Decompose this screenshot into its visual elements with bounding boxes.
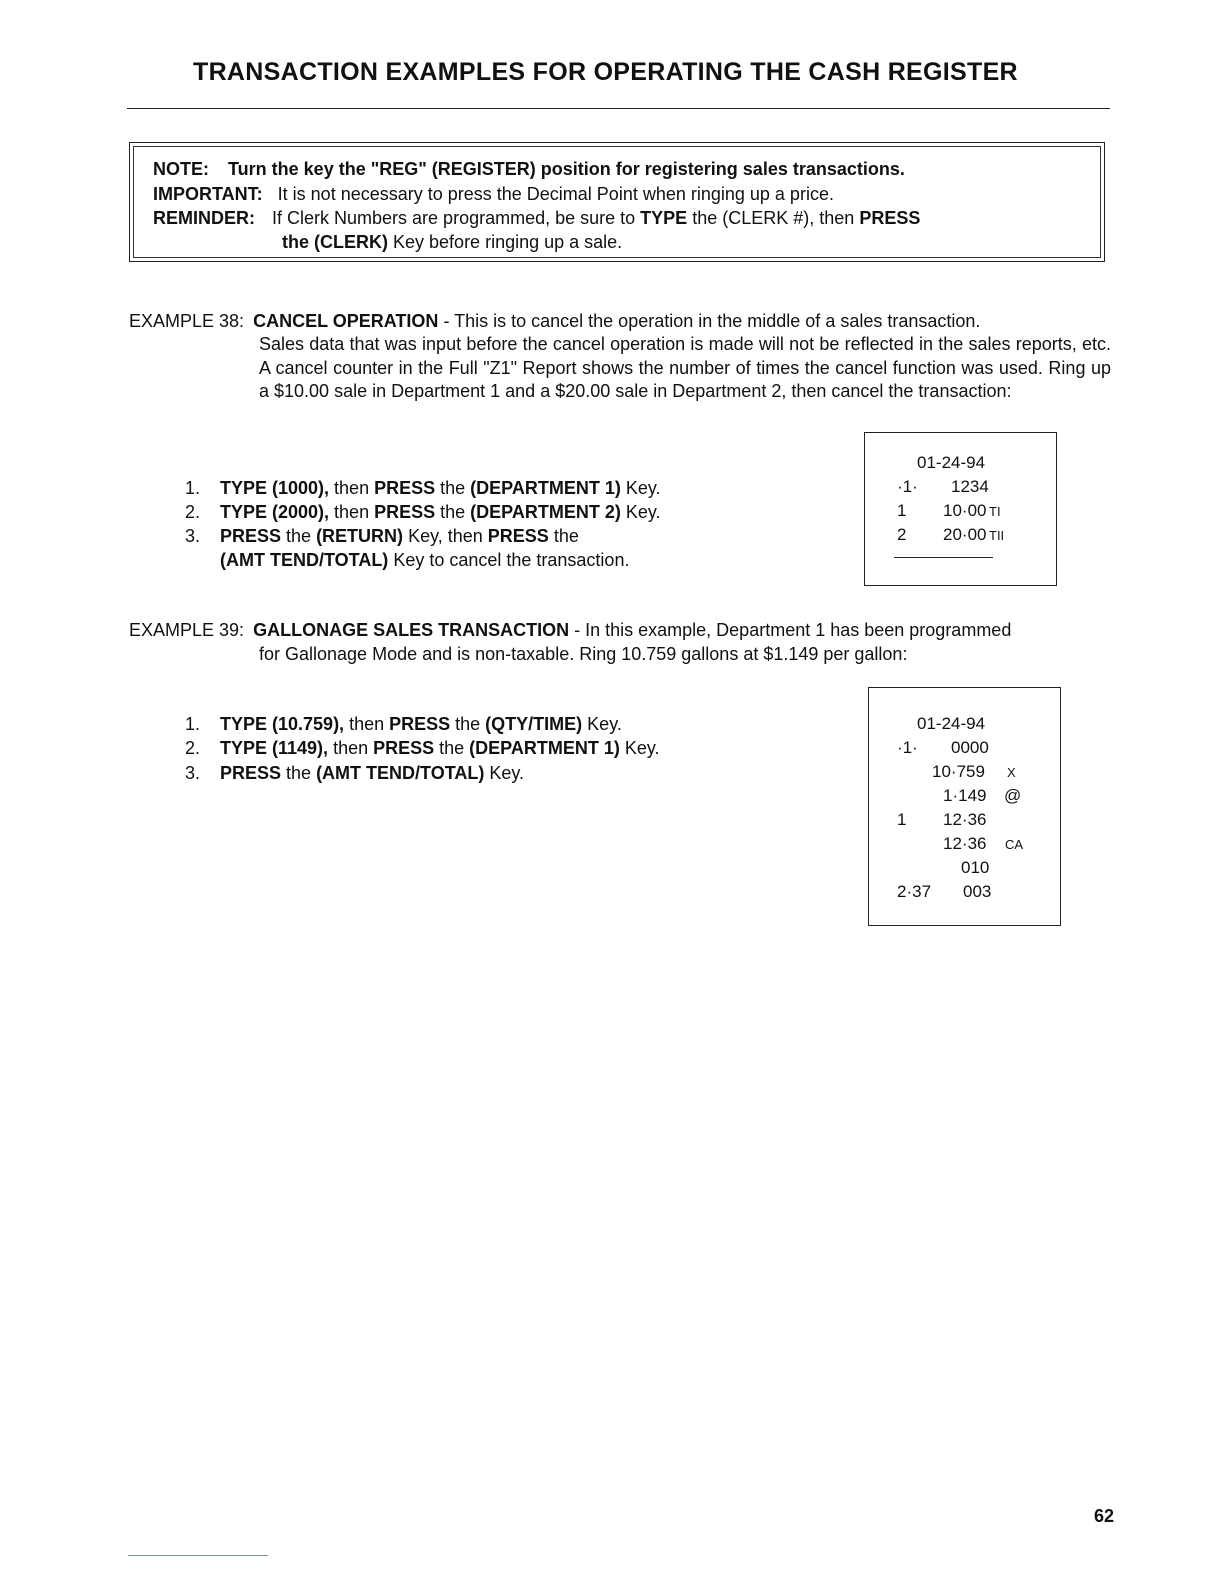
step-bold: PRESS: [373, 738, 435, 758]
reminder-text-a: If Clerk Numbers are programmed, be sure to: [272, 208, 636, 228]
receipt-price-code: @: [1004, 786, 1022, 805]
note-line: [153, 159, 905, 180]
receipt-clerk: ·1·: [897, 738, 918, 757]
reminder-press: PRESS: [859, 208, 921, 228]
receipt-39: [868, 687, 1061, 926]
important-text: It is not necessary to press the Decimal Point when ringing up a price.: [277, 184, 834, 204]
step-number: 2.: [184, 738, 200, 758]
step-text: Key.: [619, 738, 660, 758]
step-text: then: [344, 714, 390, 734]
step-bold: PRESS: [374, 502, 436, 522]
receipt-date: 01-24-94: [917, 714, 986, 733]
step-text: Key.: [582, 714, 622, 734]
step-number: 3.: [184, 763, 200, 783]
step-text: the: [450, 714, 486, 734]
example-38-label: EXAMPLE 38:: [129, 311, 245, 331]
receipt-total-code: CA: [1005, 837, 1024, 852]
step-text: then: [328, 738, 374, 758]
step-bold: (QTY/TIME): [485, 714, 583, 734]
step-text: Key.: [620, 502, 661, 522]
reminder-line-2: [282, 232, 622, 253]
receipt-38: [864, 432, 1057, 586]
example-38-title: CANCEL OPERATION: [253, 311, 439, 331]
receipt-amount: 12·36: [943, 810, 987, 829]
step-text: then: [329, 502, 375, 522]
step-text: the: [548, 526, 579, 546]
note-label: NOTE:: [153, 159, 209, 179]
step-text: Key to cancel the transaction.: [388, 550, 630, 570]
receipt-time: 2·37: [897, 882, 932, 901]
important-line: [153, 184, 834, 205]
step-bold: TYPE (2000),: [220, 502, 330, 522]
receipt-dept: 1: [897, 810, 907, 829]
receipt-date: 01-24-94: [917, 453, 986, 472]
step-bold: PRESS: [220, 763, 282, 783]
step-bold: (AMT TEND/TOTAL): [220, 550, 389, 570]
example-38-body: Sales data that was input before the cancel operation is made will not be reflected in the sales reports, etc. A cancel counter in the Full "Z1" Report shows the number of times the cancel function was used. Ring up a $10.00 sale in Department 1 and a $20.00 sale in Department 2, then cancel the transaction:: [259, 334, 1111, 402]
footer-divider: [128, 1555, 268, 1556]
reminder-label: REMINDER:: [153, 208, 255, 228]
receipt-tax-code: TII: [989, 528, 1005, 543]
step-bold: (DEPARTMENT 2): [470, 502, 621, 522]
page-title: TRANSACTION EXAMPLES FOR OPERATING THE CASH REGISTER: [193, 58, 1018, 86]
example-39-heading: [129, 620, 1011, 641]
note-text: Turn the key the "REG" (REGISTER) position for registering sales transactions.: [228, 159, 905, 179]
receipt-tax-code: TI: [989, 504, 1001, 519]
important-label: IMPORTANT:: [153, 184, 263, 204]
reminder-line: [153, 208, 920, 229]
step-bold: (AMT TEND/TOTAL): [316, 763, 485, 783]
step-text: Key.: [484, 763, 525, 783]
reminder-key: the (CLERK): [282, 232, 388, 252]
receipt-amount: 20·00: [943, 525, 987, 544]
step-bold: PRESS: [374, 478, 436, 498]
step-text: the: [281, 526, 317, 546]
page-number: 62: [1094, 1506, 1115, 1526]
receipt-unit-price: 1·149: [943, 786, 987, 805]
receipt-count: 010: [961, 858, 990, 877]
step-bold: PRESS: [389, 714, 451, 734]
example-39-title: GALLONAGE SALES TRANSACTION: [253, 620, 570, 640]
example-39-body: for Gallonage Mode and is non-taxable. Ring 10.759 gallons at $1.149 per gallon:: [259, 644, 908, 664]
reminder-text-c: Key before ringing up a sale.: [393, 232, 623, 252]
title-divider: [127, 108, 1110, 109]
step-bold: (RETURN): [316, 526, 404, 546]
step-number: 1.: [184, 478, 200, 498]
receipt-rule: [894, 557, 993, 558]
step-text: Key.: [620, 478, 661, 498]
step-text: the: [434, 738, 470, 758]
step-text: the: [435, 502, 471, 522]
receipt-number: 0000: [951, 738, 989, 757]
step-bold: PRESS: [487, 526, 549, 546]
step-bold: TYPE (10.759),: [220, 714, 345, 734]
receipt-dept: 2: [897, 525, 907, 544]
receipt-number: 1234: [951, 477, 989, 496]
note-box: [129, 142, 1105, 262]
receipt-amount: 10·00: [943, 501, 987, 520]
example-38-heading: [129, 311, 980, 332]
receipt-dept: 1: [897, 501, 907, 520]
step-bold: TYPE (1149),: [220, 738, 329, 758]
step-text: the: [435, 478, 471, 498]
receipt-qty-code: X: [1007, 765, 1016, 780]
example-38-intro: - This is to cancel the operation in the middle of a sales transaction.: [443, 311, 981, 331]
reminder-text-b: the (CLERK #), then: [692, 208, 855, 228]
step-text: Key, then: [403, 526, 488, 546]
step-number: 3.: [184, 526, 200, 546]
step-number: 1.: [184, 714, 200, 734]
example-38-step-3-cont: [220, 550, 629, 571]
step-text: the: [281, 763, 317, 783]
step-bold: TYPE (1000),: [220, 478, 330, 498]
step-number: 2.: [184, 502, 200, 522]
receipt-sequence: 003: [963, 882, 992, 901]
example-39-intro: - In this example, Department 1 has been programmed: [574, 620, 1012, 640]
step-bold: (DEPARTMENT 1): [469, 738, 620, 758]
receipt-total: 12·36: [943, 834, 987, 853]
step-bold: (DEPARTMENT 1): [470, 478, 621, 498]
receipt-quantity: 10·759: [932, 762, 985, 781]
reminder-type: TYPE: [640, 208, 688, 228]
receipt-clerk: ·1·: [897, 477, 918, 496]
example-39-label: EXAMPLE 39:: [129, 620, 245, 640]
step-bold: PRESS: [220, 526, 282, 546]
step-text: then: [329, 478, 375, 498]
